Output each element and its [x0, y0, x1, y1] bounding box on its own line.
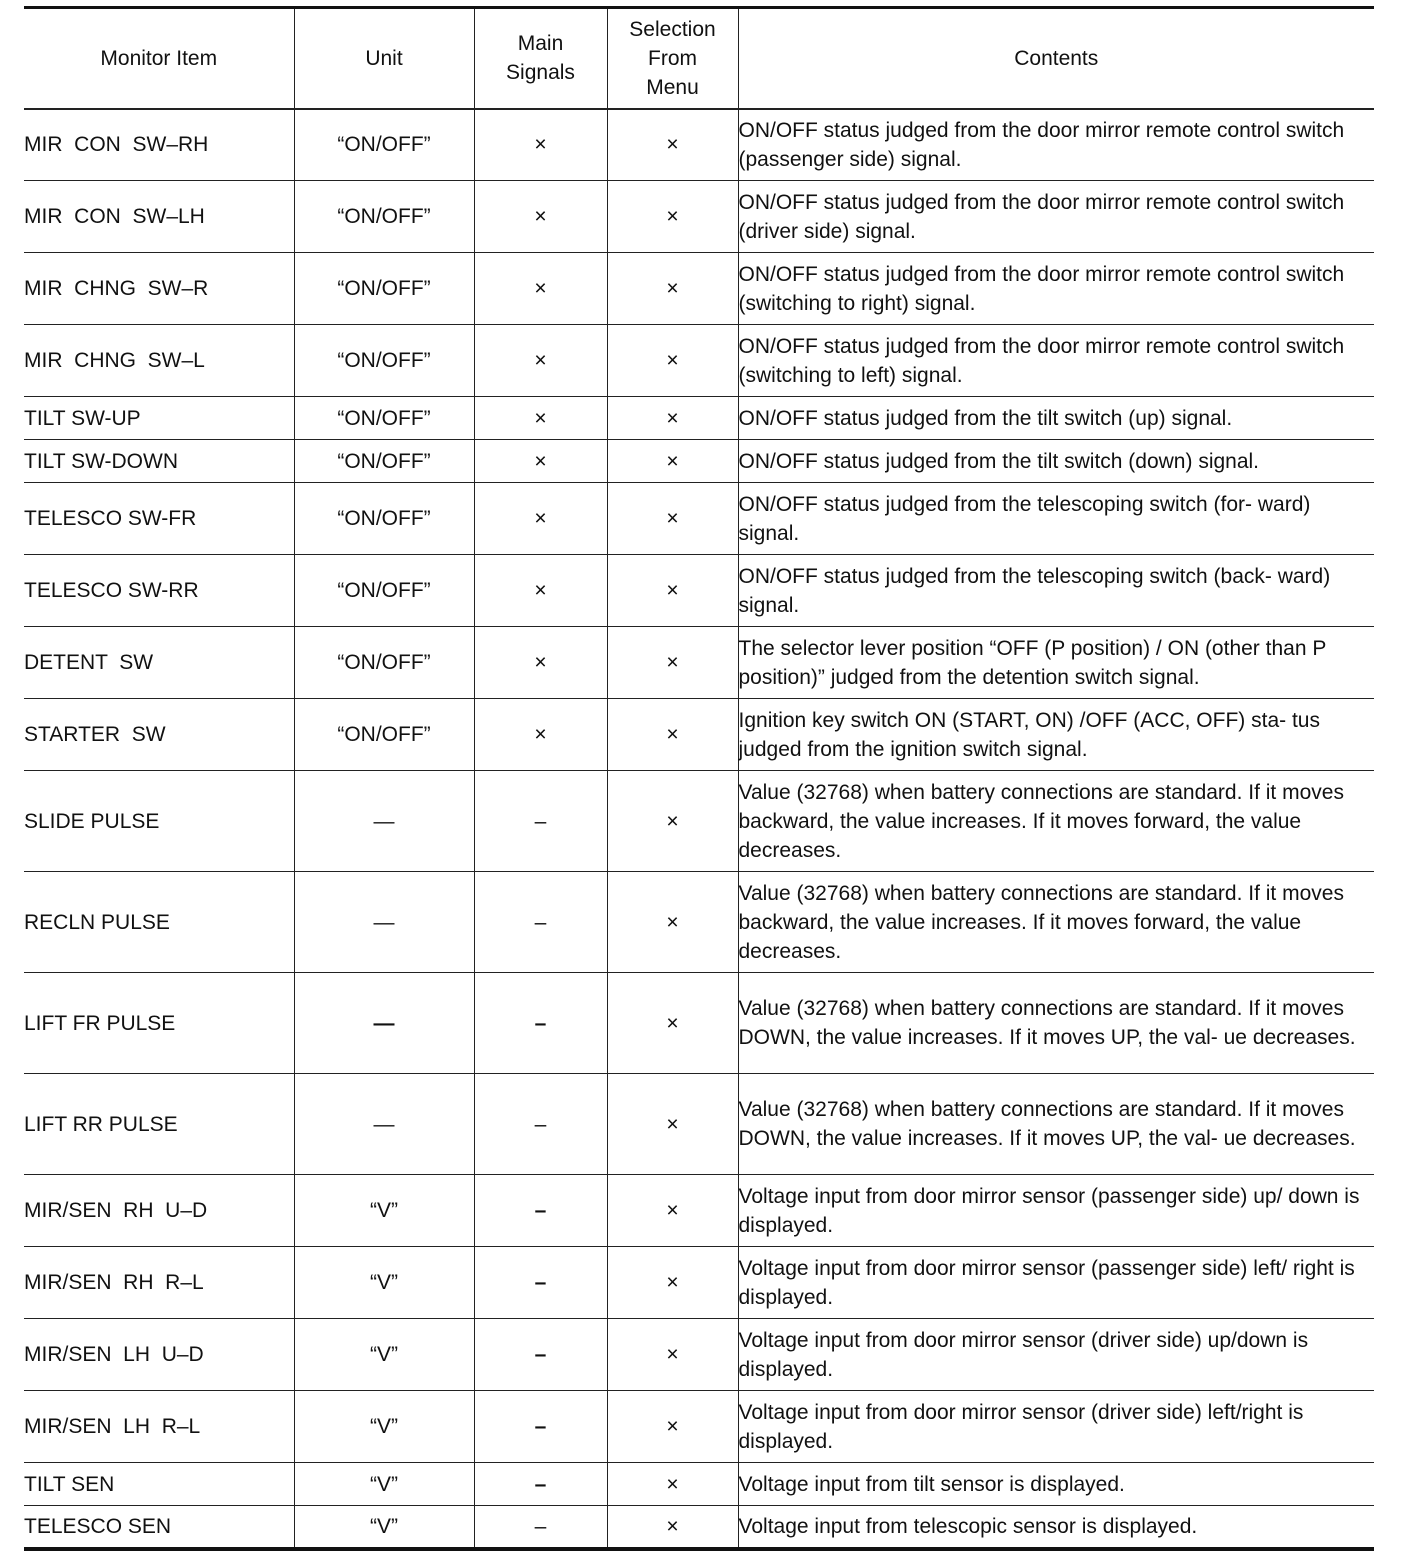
selection-from-menu-cell: ×	[607, 1506, 738, 1549]
unit-cell: “V”	[294, 1175, 474, 1247]
table-row	[24, 1074, 1374, 1175]
selection-from-menu-cell: ×	[607, 1175, 738, 1247]
table-row	[24, 1391, 1374, 1463]
table-row	[24, 325, 1374, 397]
main-signals-cell: ×	[474, 483, 607, 555]
contents-cell: Voltage input from door mirror sensor (passenger side) up/ down is displayed.	[738, 1175, 1374, 1247]
header-contents: Contents	[738, 8, 1374, 109]
table-row	[24, 555, 1374, 627]
unit-cell: “ON/OFF”	[294, 397, 474, 440]
monitor-item-cell: MIR CHNG SW–R	[24, 253, 294, 325]
selection-from-menu-cell: ×	[607, 872, 738, 973]
monitor-item-cell: MIR CON SW–LH	[24, 181, 294, 253]
selection-from-menu-cell: ×	[607, 1074, 738, 1175]
selection-from-menu-cell: ×	[607, 555, 738, 627]
monitor-item-cell: TILT SW-DOWN	[24, 440, 294, 483]
selection-from-menu-cell: ×	[607, 181, 738, 253]
contents-cell: Voltage input from door mirror sensor (driver side) up/down is displayed.	[738, 1319, 1374, 1391]
contents-cell: ON/OFF status judged from the door mirror remote control switch (switching to right) signal.	[738, 253, 1374, 325]
monitor-item-cell: LIFT RR PULSE	[24, 1074, 294, 1175]
main-signals-cell: –	[474, 872, 607, 973]
monitor-item-cell: MIR CHNG SW–L	[24, 325, 294, 397]
main-signals-cell: –	[474, 1247, 607, 1319]
unit-cell: —	[294, 973, 474, 1074]
unit-cell: “ON/OFF”	[294, 440, 474, 483]
contents-cell: The selector lever position “OFF (P position) / ON (other than P position)” judged from the detention switch signal.	[738, 627, 1374, 699]
header-main-signals: Main Signals	[474, 8, 607, 109]
main-signals-cell: ×	[474, 397, 607, 440]
selection-from-menu-cell: ×	[607, 483, 738, 555]
monitor-item-cell: TILT SEN	[24, 1463, 294, 1506]
header-monitor-item: Monitor Item	[24, 8, 294, 109]
contents-cell: ON/OFF status judged from the door mirror remote control switch (driver side) signal.	[738, 181, 1374, 253]
main-signals-cell: ×	[474, 555, 607, 627]
contents-cell: ON/OFF status judged from the telescoping switch (for- ward) signal.	[738, 483, 1374, 555]
table-row	[24, 109, 1374, 181]
contents-cell: Voltage input from door mirror sensor (passenger side) left/ right is displayed.	[738, 1247, 1374, 1319]
table-row	[24, 440, 1374, 483]
monitor-item-cell: TELESCO SW-RR	[24, 555, 294, 627]
main-signals-cell: –	[474, 1175, 607, 1247]
contents-cell: Value (32768) when battery connections are standard. If it moves backward, the value increases. If it moves forward, the value decreases.	[738, 771, 1374, 872]
table-row	[24, 1247, 1374, 1319]
selection-from-menu-cell: ×	[607, 771, 738, 872]
unit-cell: “ON/OFF”	[294, 253, 474, 325]
contents-cell: ON/OFF status judged from the telescoping switch (back- ward) signal.	[738, 555, 1374, 627]
main-signals-cell: –	[474, 1074, 607, 1175]
selection-from-menu-cell: ×	[607, 325, 738, 397]
monitor-item-cell: DETENT SW	[24, 627, 294, 699]
unit-cell: —	[294, 1074, 474, 1175]
contents-cell: ON/OFF status judged from the door mirror remote control switch (switching to left) signal.	[738, 325, 1374, 397]
unit-cell: “V”	[294, 1463, 474, 1506]
monitor-item-cell: MIR/SEN LH U–D	[24, 1319, 294, 1391]
table-row	[24, 872, 1374, 973]
main-signals-cell: –	[474, 1319, 607, 1391]
selection-from-menu-cell: ×	[607, 397, 738, 440]
monitor-item-cell: MIR/SEN LH R–L	[24, 1391, 294, 1463]
main-signals-cell: ×	[474, 627, 607, 699]
unit-cell: “V”	[294, 1506, 474, 1549]
table-row	[24, 1463, 1374, 1506]
table-row	[24, 1175, 1374, 1247]
monitor-item-table	[24, 6, 1374, 1551]
table-row	[24, 973, 1374, 1074]
contents-cell: Voltage input from telescopic sensor is displayed.	[738, 1506, 1374, 1549]
table-row	[24, 699, 1374, 771]
monitor-item-cell: STARTER SW	[24, 699, 294, 771]
header-selection-from-menu: Selection From Menu	[607, 8, 738, 109]
contents-cell: Ignition key switch ON (START, ON) /OFF (ACC, OFF) sta- tus judged from the ignition switch signal.	[738, 699, 1374, 771]
unit-cell: “ON/OFF”	[294, 109, 474, 181]
contents-cell: ON/OFF status judged from the door mirror remote control switch (passenger side) signal.	[738, 109, 1374, 181]
contents-cell: ON/OFF status judged from the tilt switch (down) signal.	[738, 440, 1374, 483]
selection-from-menu-cell: ×	[607, 699, 738, 771]
selection-from-menu-cell: ×	[607, 973, 738, 1074]
selection-from-menu-cell: ×	[607, 627, 738, 699]
main-signals-cell: ×	[474, 325, 607, 397]
table-row	[24, 483, 1374, 555]
main-signals-cell: ×	[474, 440, 607, 483]
main-signals-cell: –	[474, 1506, 607, 1549]
monitor-item-cell: SLIDE PULSE	[24, 771, 294, 872]
unit-cell: —	[294, 872, 474, 973]
selection-from-menu-cell: ×	[607, 440, 738, 483]
table-row	[24, 627, 1374, 699]
main-signals-cell: ×	[474, 181, 607, 253]
main-signals-cell: ×	[474, 109, 607, 181]
unit-cell: “ON/OFF”	[294, 627, 474, 699]
contents-cell: Value (32768) when battery connections are standard. If it moves DOWN, the value increases. If it moves UP, the val- ue decreases.	[738, 973, 1374, 1074]
selection-from-menu-cell: ×	[607, 1247, 738, 1319]
main-signals-cell: –	[474, 771, 607, 872]
monitor-item-cell: MIR/SEN RH U–D	[24, 1175, 294, 1247]
contents-cell: Value (32768) when battery connections are standard. If it moves DOWN, the value increases. If it moves UP, the val- ue decreases.	[738, 1074, 1374, 1175]
main-signals-cell: –	[474, 1463, 607, 1506]
unit-cell: “ON/OFF”	[294, 181, 474, 253]
table-row	[24, 181, 1374, 253]
selection-from-menu-cell: ×	[607, 1391, 738, 1463]
monitor-item-cell: RECLN PULSE	[24, 872, 294, 973]
header-unit: Unit	[294, 8, 474, 109]
unit-cell: “V”	[294, 1391, 474, 1463]
unit-cell: —	[294, 771, 474, 872]
contents-cell: ON/OFF status judged from the tilt switch (up) signal.	[738, 397, 1374, 440]
unit-cell: “ON/OFF”	[294, 555, 474, 627]
selection-from-menu-cell: ×	[607, 1463, 738, 1506]
main-signals-cell: –	[474, 1391, 607, 1463]
main-signals-cell: ×	[474, 253, 607, 325]
unit-cell: “V”	[294, 1247, 474, 1319]
selection-from-menu-cell: ×	[607, 253, 738, 325]
table-row	[24, 1506, 1374, 1549]
main-signals-cell: –	[474, 973, 607, 1074]
monitor-item-cell: MIR/SEN RH R–L	[24, 1247, 294, 1319]
table-header-row	[24, 8, 1374, 109]
table-row	[24, 1319, 1374, 1391]
main-signals-cell: ×	[474, 699, 607, 771]
table-row	[24, 397, 1374, 440]
unit-cell: “ON/OFF”	[294, 699, 474, 771]
unit-cell: “ON/OFF”	[294, 325, 474, 397]
unit-cell: “V”	[294, 1319, 474, 1391]
monitor-item-cell: TILT SW-UP	[24, 397, 294, 440]
contents-cell: Voltage input from door mirror sensor (driver side) left/right is displayed.	[738, 1391, 1374, 1463]
monitor-item-cell: TELESCO SEN	[24, 1506, 294, 1549]
contents-cell: Value (32768) when battery connections are standard. If it moves backward, the value increases. If it moves forward, the value decreases.	[738, 872, 1374, 973]
table-row	[24, 253, 1374, 325]
contents-cell: Voltage input from tilt sensor is displayed.	[738, 1463, 1374, 1506]
table-row	[24, 771, 1374, 872]
selection-from-menu-cell: ×	[607, 109, 738, 181]
monitor-item-cell: TELESCO SW-FR	[24, 483, 294, 555]
selection-from-menu-cell: ×	[607, 1319, 738, 1391]
monitor-item-cell: LIFT FR PULSE	[24, 973, 294, 1074]
monitor-item-cell: MIR CON SW–RH	[24, 109, 294, 181]
unit-cell: “ON/OFF”	[294, 483, 474, 555]
